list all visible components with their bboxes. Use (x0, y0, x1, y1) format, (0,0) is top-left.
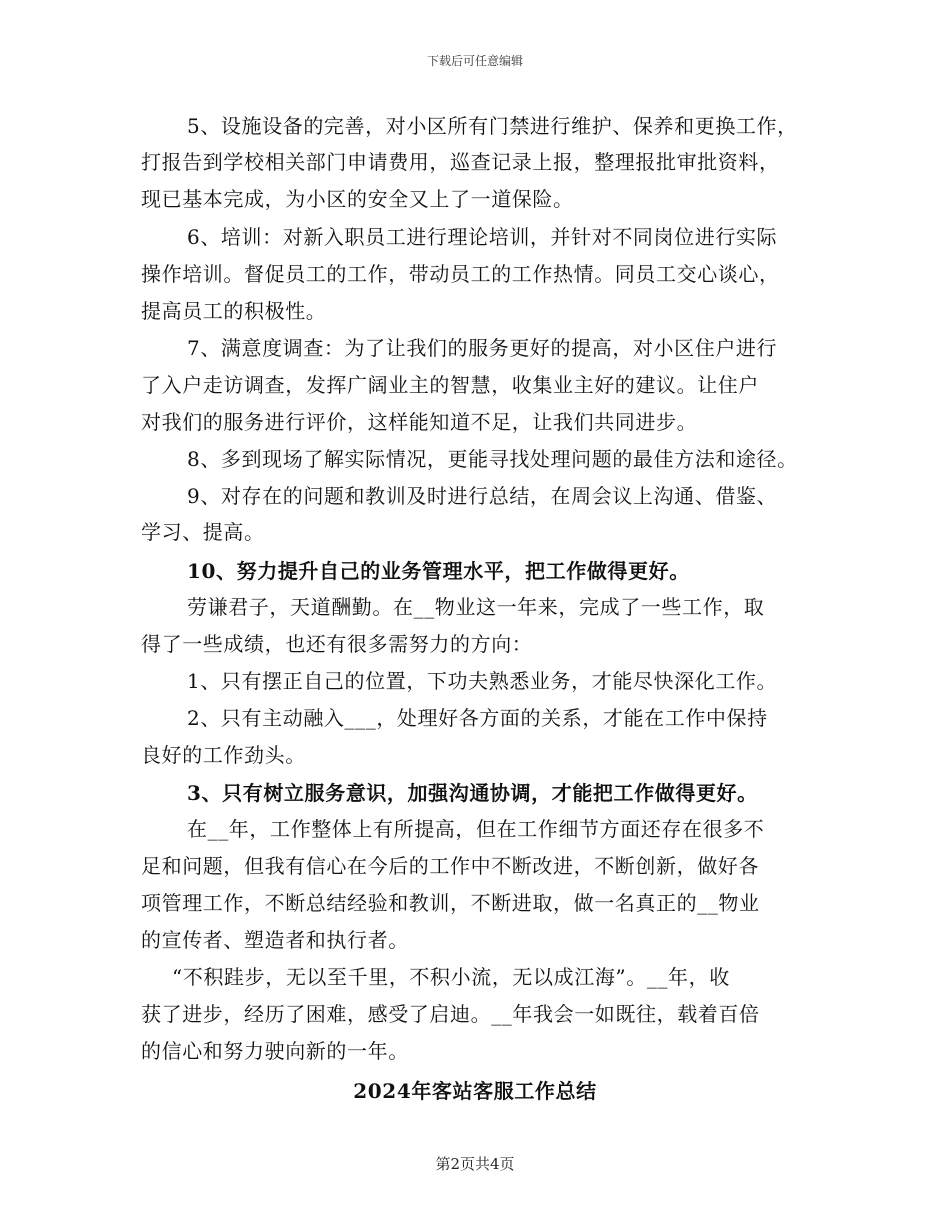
paragraph-line: 足和问题，但我有信心在今后的工作中不断改进，不断创新，做好各 (141, 854, 759, 878)
paragraph-line: 5、设施设备的完善，对小区所有门禁进行维护、保养和更换工作， (187, 114, 798, 138)
bold-paragraph-line: 10、努力提升自己的业务管理水平，把工作做得更好。 (187, 559, 690, 583)
paragraph-line: 现已基本完成，为小区的安全又上了一道保险。 (141, 187, 574, 211)
paragraph-line: 获了进步，经历了困难，感受了启迪。__年我会一如既往，载着百倍 (141, 1002, 760, 1026)
paragraph-line: 的信心和努力驶向新的一年。 (141, 1039, 409, 1063)
page-header: 下载后可任意编辑 (426, 54, 523, 68)
bold-paragraph-line: 3、只有树立服务意识，加强沟通协调，才能把工作做得更好。 (187, 781, 758, 805)
page-number: 第2页共4页 (435, 1155, 515, 1173)
paragraph-line: 的宣传者、塑造者和执行者。 (141, 928, 409, 952)
paragraph-line: 提高员工的积极性。 (141, 299, 327, 323)
paragraph-line: 2、只有主动融入___，处理好各方面的关系，才能在工作中保持 (187, 706, 768, 730)
paragraph-line: 7、满意度调查：为了让我们的服务更好的提高，对小区住户进行 (187, 336, 778, 360)
paragraph-line: 操作培训。督促员工的工作，带动员工的工作热情。同员工交心谈心， (141, 262, 780, 286)
paragraph-line: 劳谦君子，天道酬勤。在__物业这一年来，完成了一些工作，取 (187, 595, 765, 619)
paragraph-line: 项管理工作，不断总结经验和教训，不断进取，做一名真正的__物业 (141, 891, 760, 915)
paragraph-line: “不积跬步，无以至千里，不积小流，无以成江海”。__年，收 (172, 965, 730, 989)
section-title: 2024年客站客服工作总结 (353, 1079, 597, 1103)
paragraph-line: 得了一些成绩，也还有很多需努力的方向： (141, 632, 533, 656)
paragraph-line: 对我们的服务进行评价，这样能知道不足，让我们共同进步。 (141, 410, 698, 434)
paragraph-line: 6、培训：对新入职员工进行理论培训，并针对不同岗位进行实际 (187, 225, 778, 249)
paragraph-line: 在__年，工作整体上有所提高，但在工作细节方面还存在很多不 (187, 817, 765, 841)
paragraph-line: 良好的工作劲头。 (141, 743, 306, 767)
paragraph-line: 打报告到学校相关部门申请费用，巡查记录上报，整理报批审批资料， (141, 150, 780, 174)
paragraph-line: 了入户走访调查，发挥广阔业主的智慧，收集业主好的建议。让住户 (141, 373, 759, 397)
paragraph-line: 9、对存在的问题和教训及时进行总结，在周会议上沟通、借鉴、 (187, 484, 778, 508)
paragraph-line: 8、多到现场了解实际情况，更能寻找处理问题的最佳方法和途径。 (187, 447, 798, 471)
paragraph-line: 学习、提高。 (141, 520, 265, 544)
paragraph-line: 1、只有摆正自己的位置，下功夫熟悉业务，才能尽快深化工作。 (187, 669, 778, 693)
